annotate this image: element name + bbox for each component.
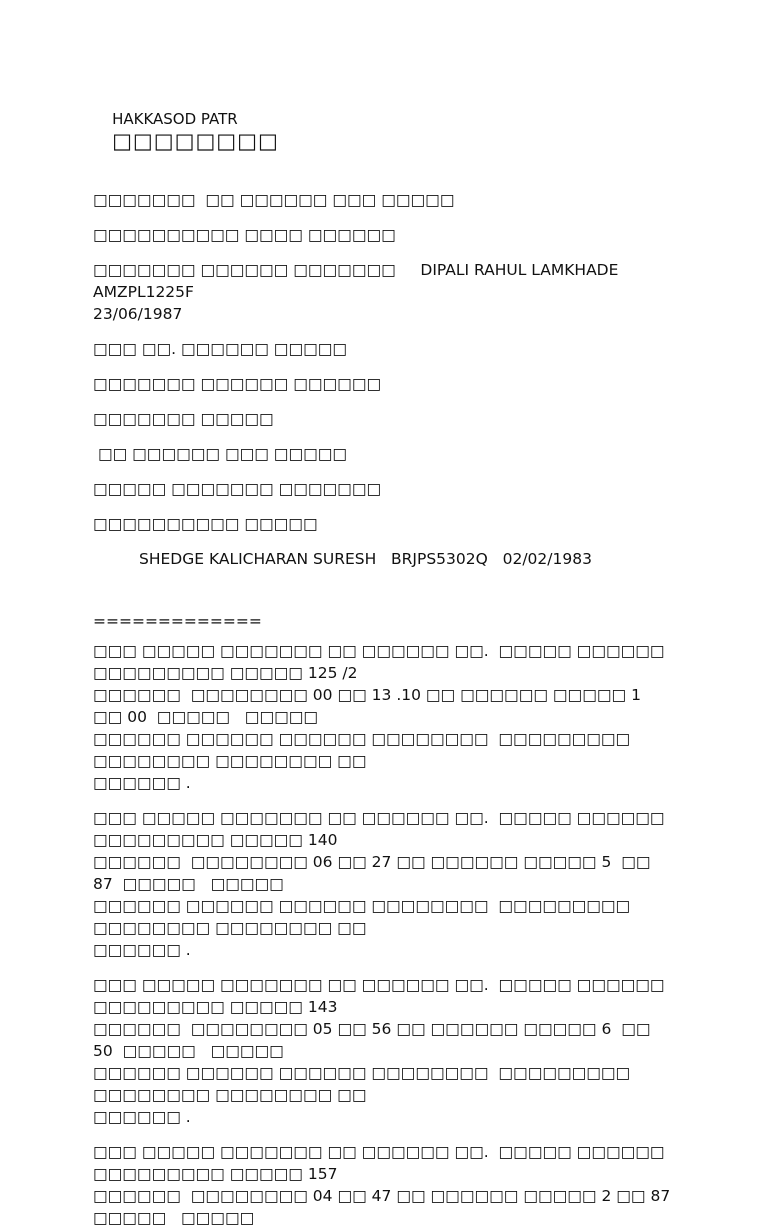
text-line-date: 23/06/1987 <box>93 305 183 323</box>
paragraph-line: □□□□□□ □□□□□□□□ 06 □□ 27 □□ □□□□□□ □□□□□ 5 □□ 87 □□□□□ □□□□□ <box>93 853 656 893</box>
text-line: □□□ □□. □□□□□□ □□□□□ <box>93 340 348 358</box>
paragraph-line: □□□□□□ . <box>93 1108 191 1126</box>
text-line: □□□□□□□□□□ □□□□□ <box>93 515 318 533</box>
land-record-paragraph <box>93 640 673 794</box>
heading-native: □□□□□□□□ <box>112 129 279 153</box>
land-record-paragraph <box>93 974 673 1128</box>
separator-line: ============= <box>93 612 262 630</box>
heading-latin: HAKKASOD PATR <box>112 110 238 128</box>
paragraph-line: □□□□□□ □□□□□□ □□□□□□ □□□□□□□□ □□□□□□□□□ □□□□□□□□ □□□□□□□□ □□ <box>93 1064 636 1104</box>
land-record-paragraph <box>93 1141 681 1229</box>
text-line: □□□□□□□□□□ □□□□ □□□□□□ <box>93 226 396 244</box>
text-line: □□□□□□□ □□ □□□□□□ □□□ □□□□□ <box>93 191 455 209</box>
land-record-paragraph <box>93 807 673 961</box>
paragraph-line: □□□ □□□□□ □□□□□□□ □□ □□□□□□ □□. □□□□□ □□□□□□ □□□□□□□□□ □□□□□ 140 <box>93 809 670 849</box>
paragraph-line: □□□□□□ □□□□□□□□ 05 □□ 56 □□ □□□□□□ □□□□□ 6 □□ 50 □□□□□ □□□□□ <box>93 1020 656 1060</box>
text-line: □□□□□□□ □□□□□□ □□□□□□ <box>93 375 382 393</box>
paragraph-line: □□□ □□□□□ □□□□□□□ □□ □□□□□□ □□. □□□□□ □□□□□□ □□□□□□□□□ □□□□□ 143 <box>93 976 670 1016</box>
paragraph-line: □□□□□□ □□□□□□ □□□□□□ □□□□□□□□ □□□□□□□□□ □□□□□□□□ □□□□□□□□ □□ <box>93 897 636 937</box>
paragraph-line: □□□□□□ . <box>93 774 191 792</box>
text-line: □□ □□□□□□ □□□ □□□□□ <box>93 445 348 463</box>
paragraph-line: □□□□□□ □□□□□□ □□□□□□ □□□□□□□□ □□□□□□□□□ □□□□□□□□ □□□□□□□□ □□ <box>93 730 636 770</box>
paragraph-line: □□□ □□□□□ □□□□□□□ □□ □□□□□□ □□. □□□□□ □□□□□□ □□□□□□□□□ □□□□□ 125 /2 <box>93 642 670 682</box>
paragraph-line: □□□□□□ □□□□□□□□ 00 □□ 13 .10 □□ □□□□□□ □□□□□ 1 □□ 00 □□□□□ □□□□□ <box>93 686 651 726</box>
text-line-first-person: □□□□□□□ □□□□□□ □□□□□□□ DIPALI RAHUL LAMKHADE AMZPL1225F <box>93 261 629 301</box>
paragraph-line: □□□□□□ . <box>93 941 191 959</box>
text-line: □□□□□ □□□□□□□ □□□□□□□ <box>93 480 382 498</box>
text-line: □□□□□□□ □□□□□ <box>93 410 274 428</box>
document-heading <box>93 86 673 176</box>
paragraph-line: □□□ □□□□□ □□□□□□□ □□ □□□□□□ □□. □□□□□ □□□□□□ □□□□□□□□□ □□□□□ 157 <box>93 1143 670 1183</box>
document-body <box>93 86 681 1229</box>
text-line-second-person: SHEDGE KALICHARAN SURESH BRJPS5302Q 02/02/1983 <box>139 550 592 568</box>
paragraph-line: □□□□□□ □□□□□□□□ 04 □□ 47 □□ □□□□□□ □□□□□ 2 □□ 87 □□□□□ □□□□□ <box>93 1187 681 1227</box>
